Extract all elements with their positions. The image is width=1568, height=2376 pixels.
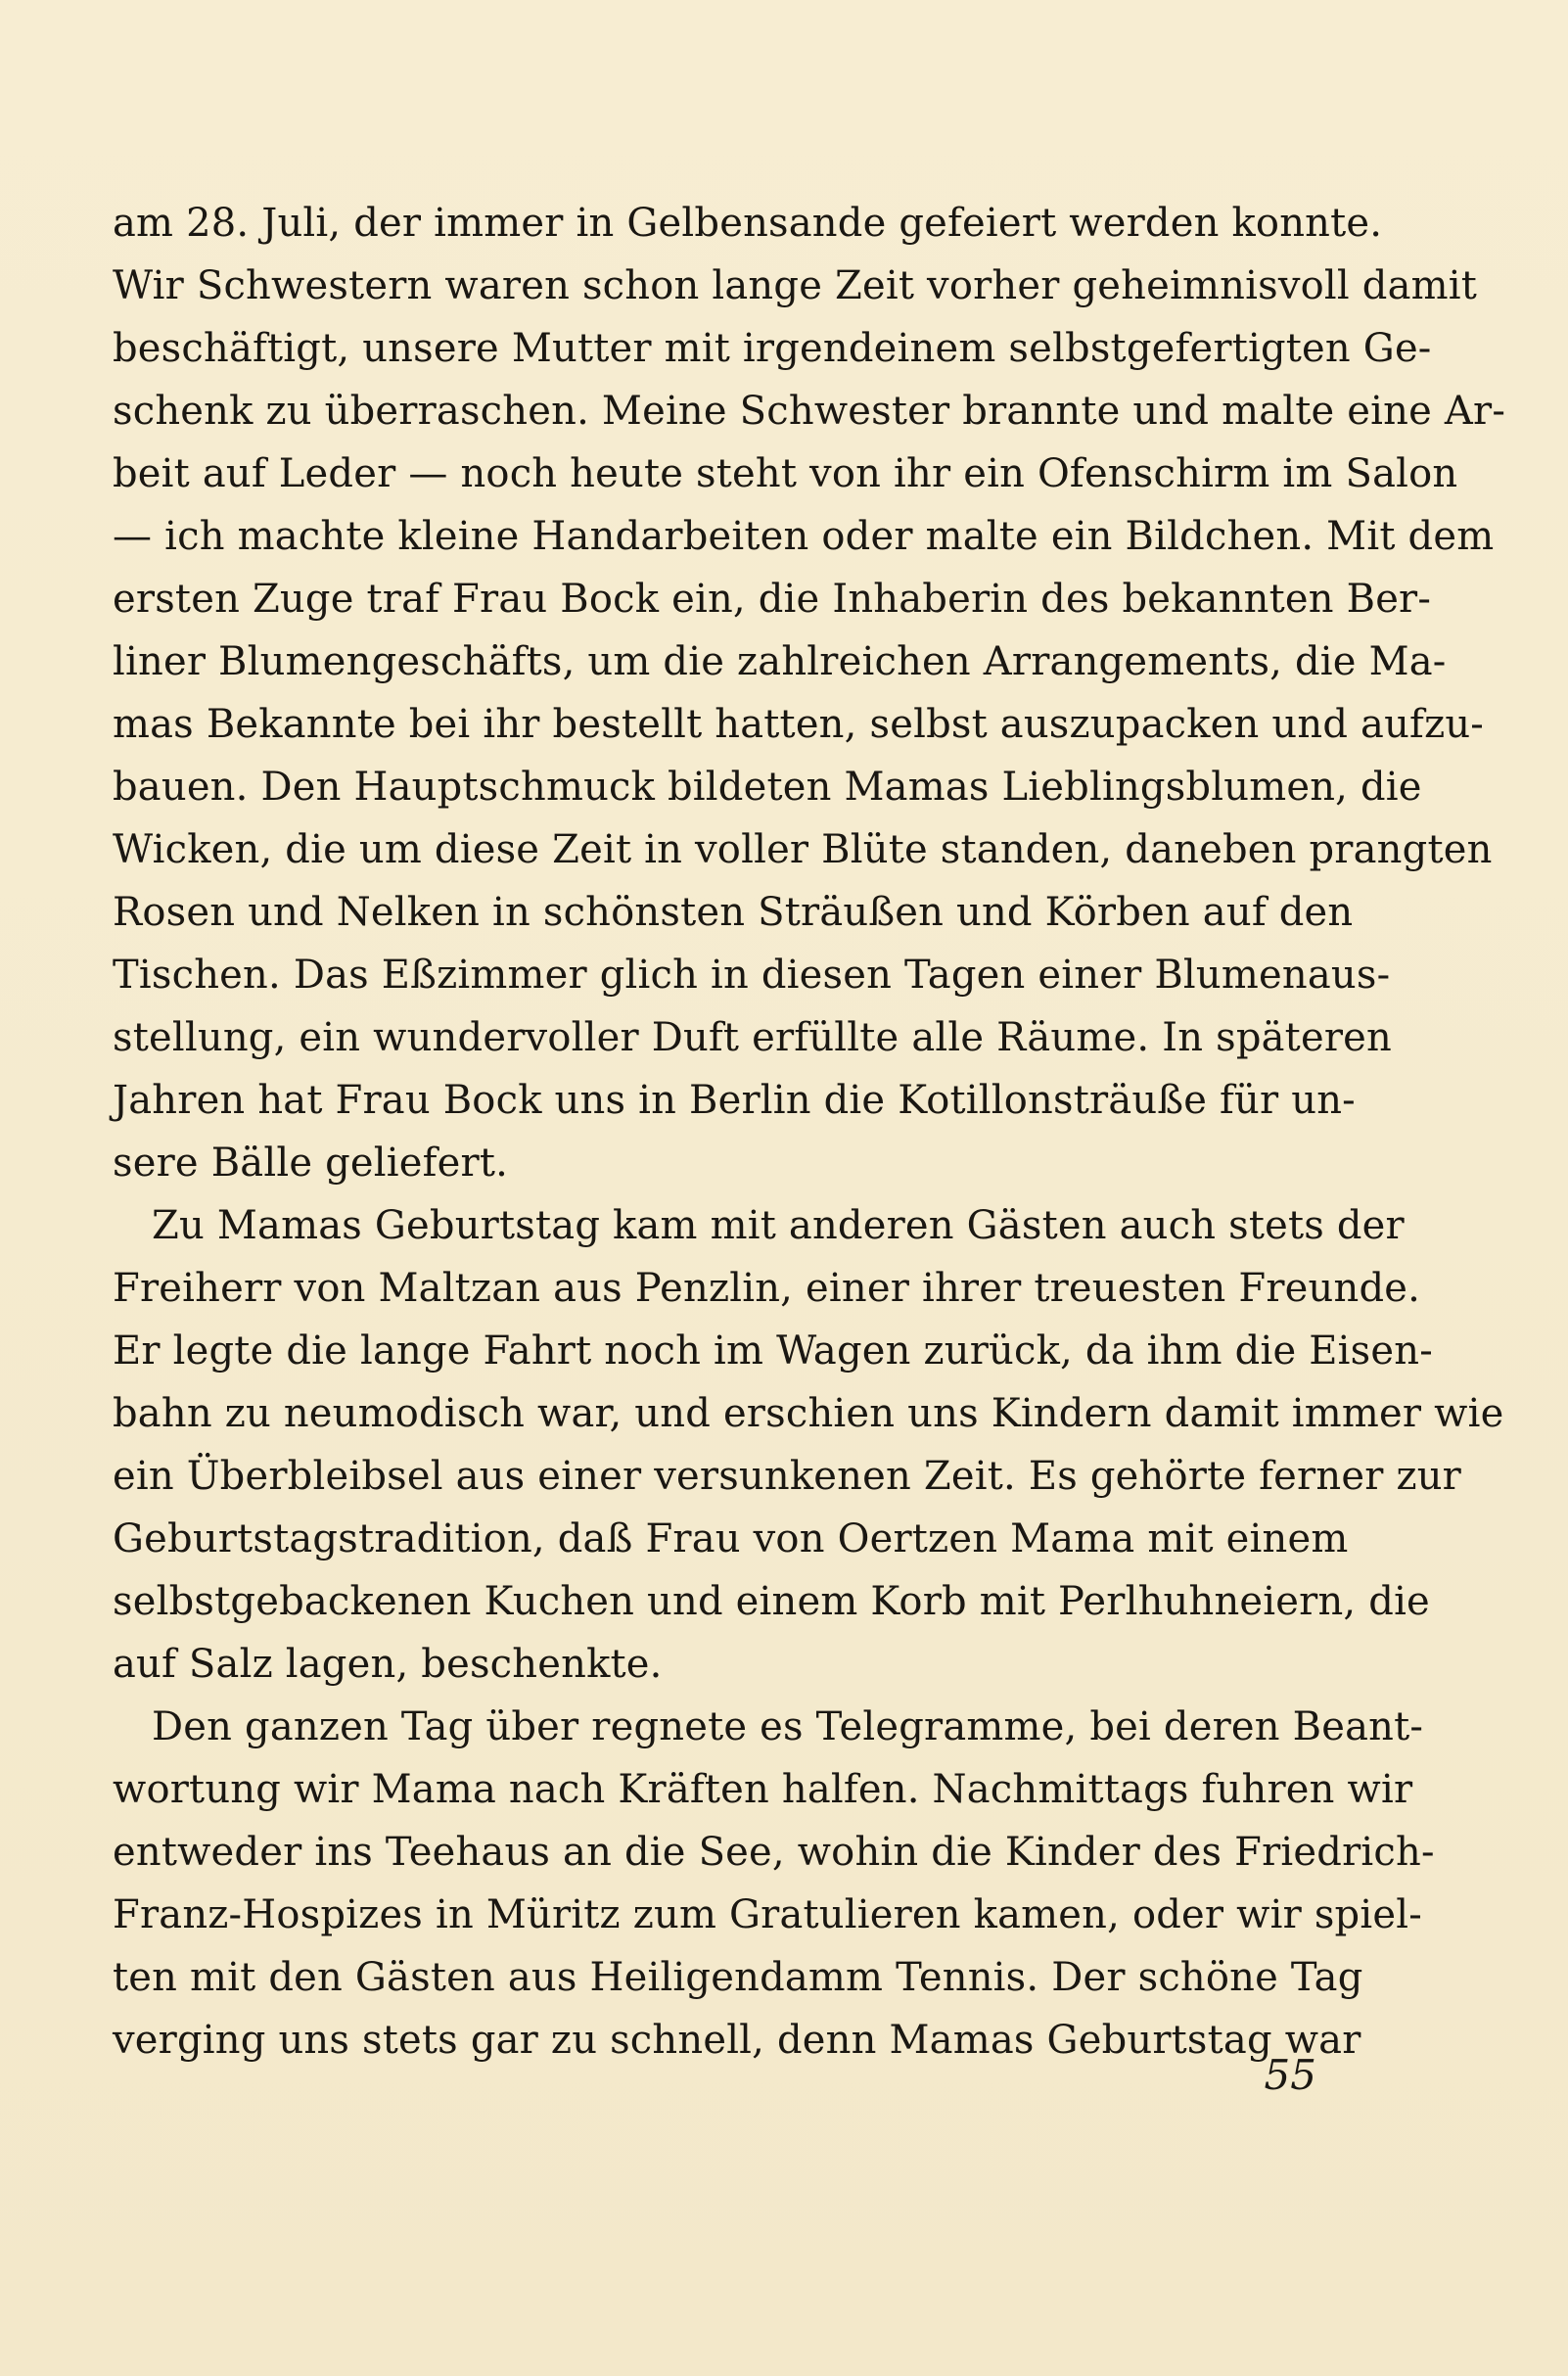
text-line: Jahren hat Frau Bock uns in Berlin die Kotillonsträuße für un- — [113, 1078, 1356, 1123]
text-line: beit auf Leder — noch heute steht von ihr ein Ofenschirm im Salon — [113, 451, 1458, 496]
text-line: beschäftigt, unsere Mutter mit irgendeinem selbstgefertigten Ge- — [113, 326, 1432, 371]
text-line: Den ganzen Tag über regnete es Telegramme, bei deren Beant- — [152, 1704, 1424, 1749]
text-line: Geburtstagstradition, daß Frau von Oertzen Mama mit einem — [113, 1516, 1349, 1561]
text-line: selbstgebackenen Kuchen und einem Korb mit Perlhuhneiern, die — [113, 1579, 1430, 1624]
text-line: ein Überbleibsel aus einer versunkenen Zeit. Es gehörte ferner zur — [113, 1454, 1462, 1499]
text-line: Er legte die lange Fahrt noch im Wagen zurück, da ihm die Eisen- — [113, 1328, 1433, 1374]
text-line: Rosen und Nelken in schönsten Sträußen und Körben auf den — [113, 890, 1354, 935]
text-line: bahn zu neumodisch war, und erschien uns Kindern damit immer wie — [113, 1391, 1504, 1436]
text-line: am 28. Juli, der immer in Gelbensande gefeiert werden konnte. — [113, 201, 1383, 246]
text-line: entweder ins Teehaus an die See, wohin die Kinder des Friedrich- — [113, 1830, 1435, 1875]
text-line: stellung, ein wundervoller Duft erfüllte alle Räume. In späteren — [113, 1015, 1392, 1060]
text-line: ten mit den Gästen aus Heiligendamm Tennis. Der schöne Tag — [113, 1955, 1363, 2000]
text-line: Wir Schwestern waren schon lange Zeit vorher geheimnisvoll damit — [113, 263, 1478, 308]
text-line: Tischen. Das Eßzimmer glich in diesen Tagen einer Blumenaus- — [113, 953, 1391, 998]
text-line: — ich machte kleine Handarbeiten oder malte ein Bildchen. Mit dem — [113, 514, 1495, 559]
text-line: verging uns stets gar zu schnell, denn Mamas Geburtstag war — [113, 2018, 1361, 2063]
page-number: 55 — [1264, 2051, 1316, 2099]
text-line: bauen. Den Hauptschmuck bildeten Mamas Lieblingsblumen, die — [113, 765, 1422, 810]
text-line: liner Blumengeschäfts, um die zahlreichen Arrangements, die Ma- — [113, 639, 1447, 684]
text-line: auf Salz lagen, beschenkte. — [113, 1642, 663, 1687]
text-line: Wicken, die um diese Zeit in voller Blüte standen, daneben prangten — [113, 827, 1493, 872]
text-line: Franz-Hospizes in Müritz zum Gratulieren kamen, oder wir spiel- — [113, 1892, 1422, 1937]
text-line: Zu Mamas Geburtstag kam mit anderen Gästen auch stets der — [152, 1203, 1405, 1248]
text-line: Freiherr von Maltzan aus Penzlin, einer ihrer treuesten Freunde. — [113, 1266, 1421, 1311]
text-line: schenk zu überraschen. Meine Schwester brannte und malte eine Ar- — [113, 389, 1506, 434]
text-line: mas Bekannte bei ihr bestellt hatten, selbst auszupacken und aufzu- — [113, 702, 1485, 747]
text-line: sere Bälle geliefert. — [113, 1141, 509, 1186]
text-line: wortung wir Mama nach Kräften halfen. Nachmittags fuhren wir — [113, 1767, 1413, 1812]
body-text — [113, 192, 1506, 2072]
text-line: ersten Zuge traf Frau Bock ein, die Inhaberin des bekannten Ber- — [113, 577, 1432, 622]
